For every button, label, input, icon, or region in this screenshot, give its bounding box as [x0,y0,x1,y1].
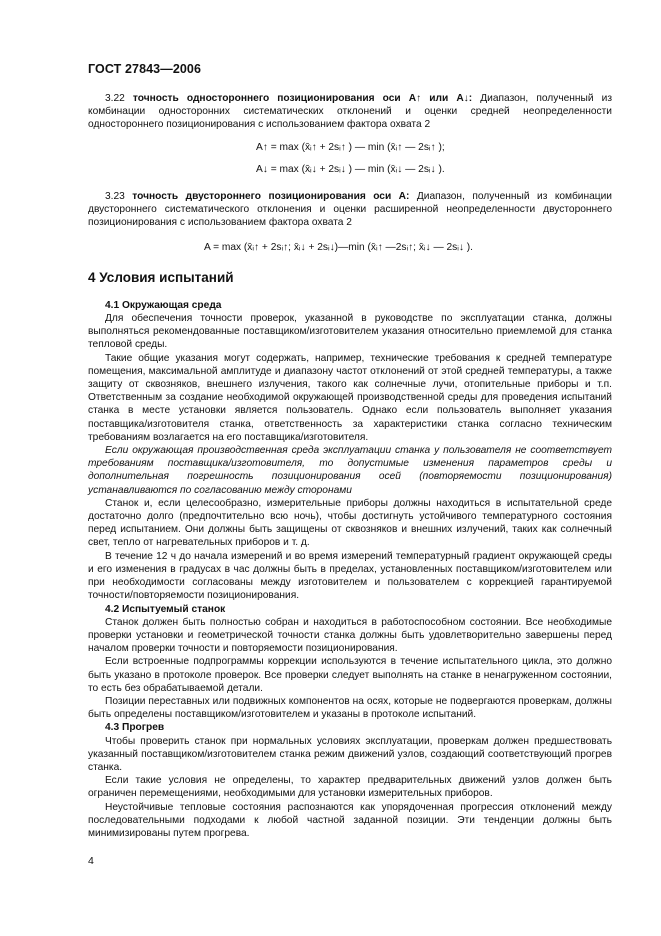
clause-term: точность одностороннего позиционирования оси A↑ или A↓: [132,93,473,104]
paragraph: В течение 12 ч до начала измерений и во время измерений температурный градиент окружающей среды и его изменения в градусах в час должны быть в пределах, установленных поставщиком/изготовителем или при необходимости согласованы между изготовителем и пользователем с коррекцией гарантируемой точности/повторяемости позиционирования. [88,550,612,602]
document-body [88,92,612,840]
clause-text: Диапазон, полученный из комбинации односторонних систематических отклонений и оценки средней неопределенности одностороннего позиционирования с использованием фактора охвата 2 [88,93,612,131]
paragraph: Позиции переставных или подвижных компонентов на осях, которые не подвергаются проверкам, должны быть определены поставщиком/изготовителем и указаны в протоколе испытаний. [88,695,612,721]
subsection-4-3-heading: 4.3 Прогрев [105,722,165,734]
paragraph: Для обеспечения точности проверок, указанной в руководстве по эксплуатации станка, должны выполняться рекомендованные поставщиком/изготовителем указания относительно приемлемой для станка тепловой среды. [88,313,612,351]
page-number: 4 [88,855,94,867]
paragraph: Если такие условия не определены, то характер предварительных движений узлов должен быть ограничен перемещениями, необходимыми для установки измерительных приборов. [88,775,612,800]
section-4-heading: 4 Условия испытаний [88,269,234,285]
clause-number: 3.23 [105,191,125,203]
formula-a-up: A↑ = max (x̄ᵢ↑ + 2sᵢ↑ ) — min (x̄ᵢ↑ — 2sᵢ↑ ); [256,141,445,153]
subsection-4-2-heading: 4.2 Испытуемый станок [105,603,226,615]
paragraph-italic: Если окружающая производственная среда эксплуатации станка у пользователя не соответствует требованиям поставщика/изготовителя, то допустимые изменения параметров среды и дополнительная погрешность позиционирования осей (повторяемости позиционирования) устанавливаются по согласованию между сторонами [88,445,612,496]
formula-a-bidirectional: A = max (x̄ᵢ↑ + 2sᵢ↑; x̄ᵢ↓ + 2sᵢ↓)—min (x̄ᵢ↑ —2sᵢ↑; x̄ᵢ↓ — 2sᵢ↓ ). [204,241,473,253]
clause-3-23 [88,190,612,230]
paragraph: Такие общие указания могут содержать, например, технические требования к средней температуре помещения, максимальной амплитуде и диапазону частот отклонений от этой средней температуры, а также защиту от сквозняков, внешнего излучения, такого как солнечные лучи, отопительные приборы и т.п. Ответственным за создание необходимой окружающей производственной среды для проведения испытаний станка в месте установки является пользователь. Однако если пользователь выполняет указания поставщика/изготовителя станка, ответственность за характеристики станка согласно техническим требованиям возлагается на его поставщика/изготовителя. [88,352,612,443]
document-header: ГОСТ 27843—2006 [88,62,202,76]
paragraph: Станок и, если целесообразно, измерительные приборы должны находиться в испытательной среде достаточно долго (предпочтительно всю ночь), чтобы достигнуть устойчивого температурного состояния перед испытанием. Они должны быть защищены от сквозняков и внешних излучений, таких как солнечный свет, тепло от нагревательных приборов и т. д. [88,497,612,549]
clause-text: Диапазон, полученный из комбинации двустороннего систематического отклонения и оценки расширенной неопределенности двустороннего позиционирования с использованием фактора охвата 2 [88,191,612,229]
formula-a-down: A↓ = max (x̄ᵢ↓ + 2sᵢ↓ ) — min (x̄ᵢ↓ — 2sᵢ↓ ). [256,163,445,175]
paragraph: Неустойчивые тепловые состояния распознаются как упорядоченная прогрессия отклонений между последовательными подходами к любой частной заданной позиции. Эти тенденции должны быть минимизированы путем прогрева. [88,801,612,839]
paragraph: Чтобы проверить станок при нормальных условиях эксплуатации, проверкам должен предшествовать указанный поставщиком/изготовителем станка режим движений узлов, создающий соответствующий прогрев станка. [88,735,612,773]
subsection-4-1-heading: 4.1 Окружающая среда [105,299,222,311]
clause-3-22 [88,92,612,132]
clause-term: точность двустороннего позиционирования оси A: [132,191,410,203]
paragraph: Станок должен быть полностью собран и находиться в работоспособном состоянии. Все необходимые проверки установки и геометрической точности станка должны быть удовлетворительно завершены перед началом проверки точности и повторяемости позиционирования. [88,616,612,655]
clause-number: 3.22 [105,93,125,104]
paragraph: Если встроенные подпрограммы коррекции используются в течение испытательного цикла, это должно быть указано в протоколе проверок. Все проверки следует выполнять на станке в ненагруженном состоянии, то есть без обрабатываемой детали. [88,656,612,694]
